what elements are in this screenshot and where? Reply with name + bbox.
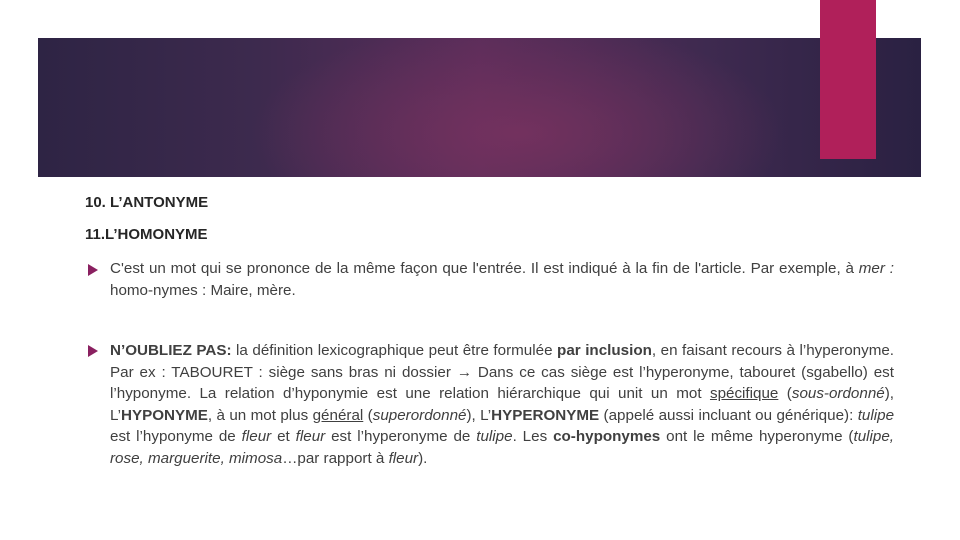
text-span-italic: fleur <box>295 428 326 445</box>
text-span: . Les <box>512 428 554 445</box>
bullet-paragraph-definition <box>110 340 894 469</box>
right-arrow-icon: → <box>456 363 472 381</box>
text-span: la définition lexicographique peut être formulée <box>231 342 558 359</box>
heading-antonyme: 10. L’ANTONYME <box>85 194 209 211</box>
text-span-italic: mer : <box>858 260 894 277</box>
bullet-paragraph-homonyme <box>110 258 894 301</box>
text-span-italic: tulipe <box>476 428 513 445</box>
text-span-bold: HYPERONYME <box>491 406 600 424</box>
text-span: , à un mot plus <box>207 406 313 424</box>
text-span: ), L’ <box>110 385 895 424</box>
text-span-italic: sous-ordonné <box>791 385 885 402</box>
heading-homonyme: 11.L’HOMONYME <box>85 226 208 243</box>
text-span: est l’hyponyme de <box>110 428 242 445</box>
bullet-arrow-icon <box>88 264 98 276</box>
accent-bar <box>820 0 876 159</box>
header-banner <box>38 38 921 177</box>
text-span: ont le même hyperonyme ( <box>660 428 854 445</box>
text-span-bold: N’OUBLIEZ PAS: <box>110 342 232 359</box>
text-span-italic: tulipe, rose, marguerite, mimosa <box>110 428 894 467</box>
text-span: ), L’ <box>466 406 492 424</box>
text-span: ( <box>363 406 373 424</box>
text-span-italic: tulipe <box>857 406 895 424</box>
text-span-underline: général <box>312 406 364 424</box>
text-span: Dans ce cas siège est l’hyperonyme, tabouret (sgabello) est l’hyponyme. La relation d’hyponymie est une relation hiérarchique qui unit un mot <box>110 363 894 402</box>
text-span: (appelé aussi incluant ou générique): <box>599 406 858 424</box>
text-span-bold: co-hyponymes <box>553 428 661 445</box>
text-span-italic: fleur <box>241 428 272 445</box>
text-span: ). <box>418 449 428 467</box>
text-span-italic: superordonné <box>372 406 467 424</box>
text-span: et <box>271 428 296 445</box>
text-span: …par rapport à <box>282 449 389 467</box>
text-span-italic: fleur <box>388 449 419 467</box>
text-span: , en faisant recours à l’hyperonyme. Par ex : TABOURET : siège sans bras ni dossier <box>110 342 895 381</box>
bullet-arrow-icon <box>88 345 98 357</box>
text-span: ( <box>778 385 792 402</box>
text-span-bold: par inclusion <box>557 342 652 359</box>
text-span: C'est un mot qui se prononce de la même façon que l'entrée. Il est indiqué à la fin de l'article. Par exemple, à <box>110 260 859 277</box>
text-span-underline: spécifique <box>709 385 779 402</box>
text-span: homo-nymes : Maire, mère. <box>110 281 296 299</box>
text-span: est l’hyperonyme de <box>325 428 477 445</box>
text-span-bold: HYPONYME <box>120 406 208 424</box>
